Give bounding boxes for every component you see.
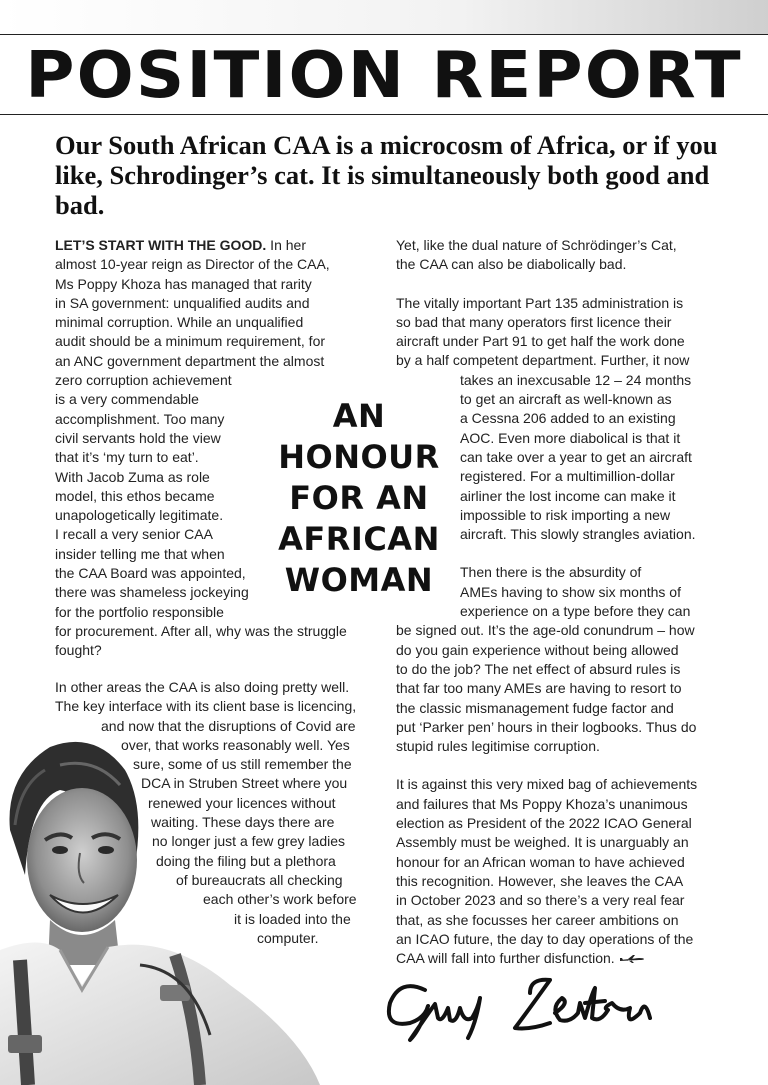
text-line: LET’S START WITH THE GOOD. In her bbox=[55, 237, 306, 253]
text-line: this recognition. However, she leaves the CAA bbox=[396, 872, 684, 889]
text-line: insider telling me that when bbox=[55, 545, 225, 562]
text-line: in October 2023 and so there’s a very real fear bbox=[396, 892, 685, 909]
text-line: impossible to risk importing a new bbox=[460, 506, 671, 523]
text-line: to get an aircraft as well-known as bbox=[460, 391, 672, 408]
text-line: the CAA Board was appointed, bbox=[55, 565, 246, 582]
text-line: Then there is the absurdity of bbox=[460, 564, 642, 581]
text-line: over, that works reasonably well. Yes bbox=[121, 736, 350, 753]
text-line: model, this ethos became bbox=[55, 487, 215, 504]
text-line: stupid rules legitimise corruption. bbox=[396, 738, 600, 755]
paragraph bbox=[396, 563, 716, 756]
author-photo bbox=[0, 735, 320, 1085]
text-line: the CAA can also be diabolically bad. bbox=[396, 256, 627, 273]
text-line: With Jacob Zuma as role bbox=[55, 468, 210, 485]
text-line: that it’s ‘my turn to eat’. bbox=[55, 449, 199, 466]
text-line: be signed out. It’s the age-old conundrum – how bbox=[396, 622, 695, 639]
paragraph bbox=[396, 236, 716, 275]
text-line: The key interface with its client base is licencing, bbox=[55, 698, 357, 715]
pull-quote-line: AN bbox=[332, 397, 386, 435]
text-line: zero corruption achievement bbox=[55, 372, 232, 389]
text-line: DCA in Struben Street where you bbox=[141, 775, 348, 792]
text-line: takes an inexcusable 12 – 24 months bbox=[460, 371, 692, 388]
text-line: I recall a very senior CAA bbox=[55, 526, 213, 543]
text-line: CAA will fall into further disfunction. bbox=[396, 949, 716, 968]
text-line: can take over a year to get an aircraft bbox=[460, 448, 692, 465]
text-line: for procurement. After all, why was the struggle bbox=[55, 622, 347, 639]
text-line: Assembly must be weighed. It is unarguably an bbox=[396, 834, 689, 851]
text-line: to do the job? The net effect of absurd rules is bbox=[396, 660, 681, 677]
text-line: it is loaded into the bbox=[234, 910, 351, 927]
text-line: put ‘Parker pen’ hours in their logbooks. Thus do bbox=[396, 718, 697, 735]
text-line: an ANC government department the almost bbox=[55, 352, 325, 369]
text-line: doing the filing but a plethora bbox=[156, 852, 336, 869]
text-line: a Cessna 206 added to an existing bbox=[460, 410, 676, 427]
page-title: POSITION REPORT bbox=[25, 39, 743, 113]
text-line: the classic mismanagement fudge factor and bbox=[396, 699, 674, 716]
text-line: sure, some of us still remember the bbox=[133, 756, 352, 773]
text-line: by a half competent department. Further, it now bbox=[396, 352, 690, 369]
text-line: The vitally important Part 135 administration is bbox=[396, 294, 684, 311]
text-line: honour for an African woman to have achieved bbox=[396, 853, 685, 870]
text-line: that, as she focusses her career ambitions on bbox=[396, 911, 679, 928]
text-line: waiting. These days there are bbox=[151, 814, 335, 831]
paragraph bbox=[396, 775, 716, 968]
lead-in: LET’S START WITH THE GOOD. bbox=[55, 237, 267, 253]
text-line: accomplishment. Too many bbox=[55, 410, 225, 427]
pull-quote-line: FOR AN bbox=[289, 479, 429, 517]
text-line: minimal corruption. While an unqualified bbox=[55, 314, 304, 331]
text-line: aircraft under Part 91 to get half the work done bbox=[396, 333, 685, 350]
text-line: In other areas the CAA is also doing pretty well. bbox=[55, 679, 350, 695]
text-line: AMEs having to show six months of bbox=[460, 583, 681, 600]
text-line: civil servants hold the view bbox=[55, 429, 221, 446]
text-line: registered. For a multimillion-dollar bbox=[460, 468, 675, 485]
text-line: unapologetically legitimate. bbox=[55, 507, 224, 524]
text-line: of bureaucrats all checking bbox=[176, 871, 343, 888]
right-column bbox=[396, 236, 716, 968]
text-line: in SA government: unqualified audits and bbox=[55, 294, 310, 311]
text-line: aircraft. This slowly strangles aviation. bbox=[460, 526, 696, 543]
text-line: do you gain experience without being allowed bbox=[396, 641, 679, 658]
airplane-icon bbox=[619, 954, 645, 964]
pull-quote-line: HONOUR bbox=[278, 438, 440, 476]
top-gradient-band bbox=[0, 0, 768, 34]
pull-quote-line: AFRICAN bbox=[278, 520, 440, 558]
author-signature bbox=[380, 968, 660, 1048]
standfirst: Our South African CAA is a microcosm of Africa, or if you like, Schrodinger’s cat. It is simultaneously both good and bad. bbox=[55, 130, 718, 220]
text-line: election as President of the 2022 ICAO General bbox=[396, 815, 692, 832]
text-line: so bad that many operators first licence their bbox=[396, 313, 672, 330]
text-line: fought? bbox=[55, 642, 102, 659]
text-line: airliner the lost income can make it bbox=[460, 487, 676, 504]
text-line: is a very commendable bbox=[55, 391, 199, 408]
text-line: for the portfolio responsible bbox=[55, 603, 224, 620]
pull-quote-line: WOMAN bbox=[284, 561, 434, 599]
text-line: It is against this very mixed bag of achievements bbox=[396, 776, 698, 793]
text-line: no longer just a few grey ladies bbox=[152, 833, 345, 850]
text-line: audit should be a minimum requirement, for bbox=[55, 333, 326, 350]
text-line: each other’s work before bbox=[203, 891, 357, 908]
text-line: almost 10-year reign as Director of the CAA, bbox=[55, 256, 330, 273]
text-line: experience on a type before they can bbox=[460, 603, 691, 620]
paragraph bbox=[396, 294, 716, 545]
text-line: and now that the disruptions of Covid are bbox=[101, 717, 356, 734]
text-line: renewed your licences without bbox=[148, 794, 336, 811]
text-line: computer. bbox=[257, 929, 319, 946]
text-line: and failures that Ms Poppy Khoza’s unanimous bbox=[396, 795, 688, 812]
text-line: Yet, like the dual nature of Schrödinger’s Cat, bbox=[396, 237, 677, 253]
text-line: that far too many AMEs are having to resort to bbox=[396, 680, 682, 697]
text-line: there was shameless jockeying bbox=[55, 584, 249, 601]
header-rule-bottom bbox=[0, 114, 768, 115]
text-line: AOC. Even more diabolical is that it bbox=[460, 429, 681, 446]
header-rule-top bbox=[0, 34, 768, 35]
text-line: Ms Poppy Khoza has managed that rarity bbox=[55, 275, 312, 292]
text-line: an ICAO future, the day to day operations of the bbox=[396, 930, 694, 947]
